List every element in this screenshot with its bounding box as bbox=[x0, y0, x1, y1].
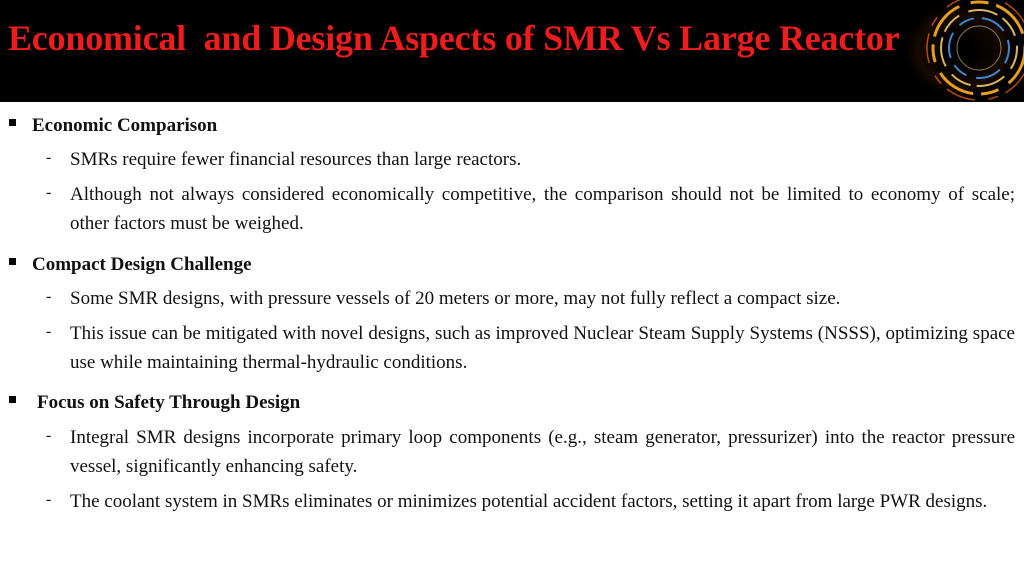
dash-bullet-icon: - bbox=[46, 288, 52, 305]
square-bullet-icon bbox=[9, 258, 16, 265]
slide-title: Economical and Design Aspects of SMR Vs Large Reactor bbox=[8, 18, 900, 58]
section-heading: Economic Comparison bbox=[32, 115, 218, 136]
dash-bullet-icon: - bbox=[46, 491, 52, 508]
dash-bullet-icon: - bbox=[46, 184, 52, 201]
list-item: This issue can be mitigated with novel designs, such as improved Nuclear Steam Supply Systems (NSSS), optimizing space use while maintaining thermal-hydraulic conditions. bbox=[70, 323, 1015, 373]
section-heading: Compact Design Challenge bbox=[32, 254, 252, 275]
list-item: The coolant system in SMRs eliminates or minimizes potential accident factors, setting it apart from large PWR designs. bbox=[70, 491, 988, 512]
list-item: Although not always considered economically competitive, the comparison should not be limited to economy of scale; other factors must be weighed. bbox=[70, 184, 1015, 234]
list-item: SMRs require fewer financial resources than large reactors. bbox=[70, 149, 522, 170]
list-item: Some SMR designs, with pressure vessels of 20 meters or more, may not fully reflect a compact size. bbox=[70, 288, 841, 309]
dash-bullet-icon: - bbox=[46, 427, 52, 444]
square-bullet-icon bbox=[9, 396, 16, 403]
square-bullet-icon bbox=[9, 119, 16, 126]
list-item: Integral SMR designs incorporate primary loop components (e.g., steam generator, pressurizer) into the reactor pressure vessel, significantly enhancing safety. bbox=[70, 427, 1015, 477]
glowing-rings-icon bbox=[899, 0, 1024, 102]
dash-bullet-icon: - bbox=[46, 149, 52, 166]
section-heading: Focus on Safety Through Design bbox=[37, 392, 301, 413]
title-banner bbox=[0, 0, 1024, 102]
dash-bullet-icon: - bbox=[46, 323, 52, 340]
